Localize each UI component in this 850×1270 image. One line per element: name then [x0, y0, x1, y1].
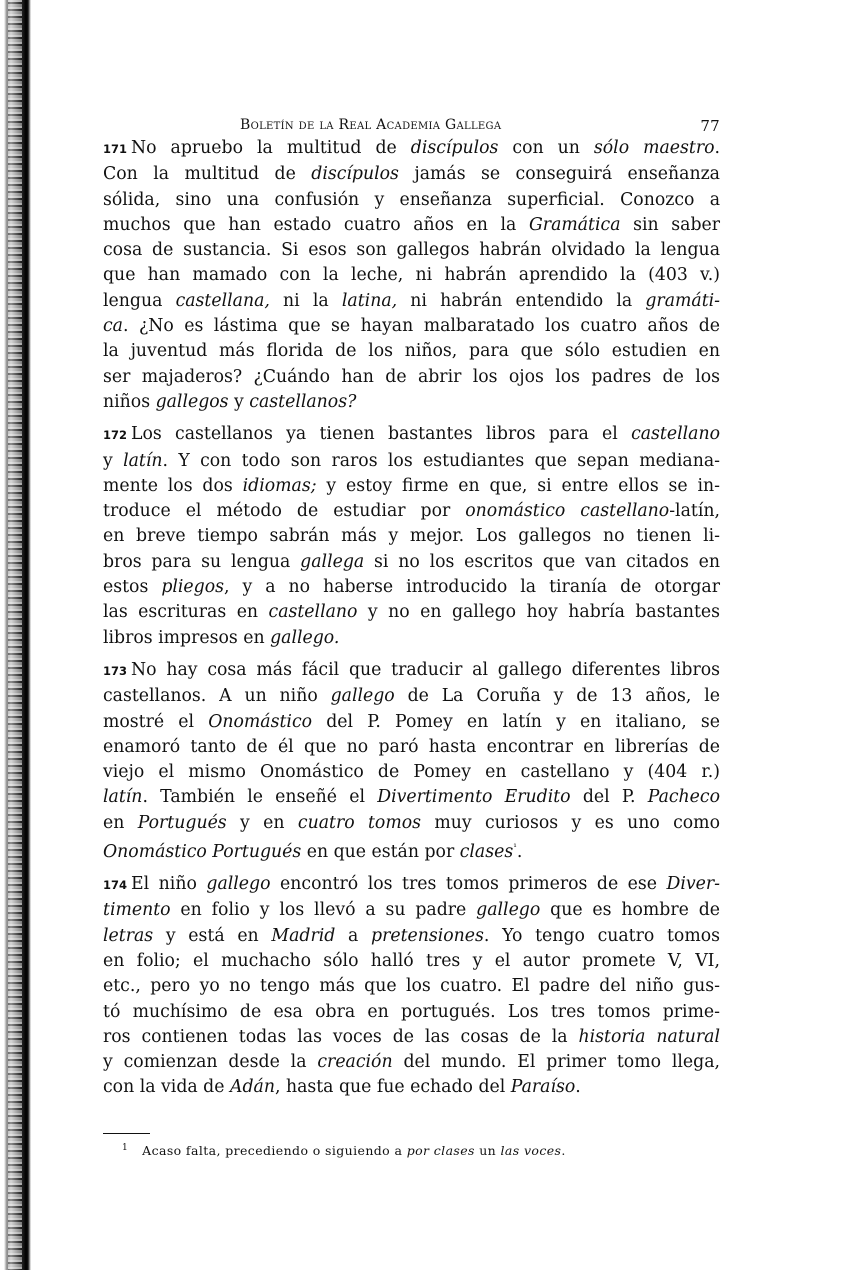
paragraph-173	[103, 658, 720, 865]
text-line: letras y está en Madrid a pretensiones. Yo tengo cuatro tomos	[103, 925, 720, 946]
text-line: en Portugués y en cuatro tomos muy curiosos y es uno como	[103, 812, 720, 833]
footnote	[122, 1143, 566, 1158]
text-line: bros para su lengua gallega si no los escritos que van citados en	[103, 551, 720, 572]
text-line: con la vida de Adán, hasta que fue echado del Paraíso.	[103, 1077, 581, 1098]
text-line: castellanos. A un niño gallego de La Coruña y de 13 años, le	[103, 686, 720, 707]
text-line: libros impresos en gallego.	[103, 627, 340, 648]
paragraph-number: 174	[103, 878, 128, 893]
text-line: tó muchísimo de esa obra en portugués. Los tres tomos prime-	[103, 1001, 720, 1022]
text-line: etc., pero yo no tengo más que los cuatro. El padre del niño gus-	[103, 976, 720, 997]
paragraph-number: 173	[103, 663, 128, 678]
text-line: muchos que han estado cuatro años en la Gramática sin saber	[103, 214, 721, 235]
paragraph-171	[103, 136, 720, 415]
text-line: Con la multitud de discípulos jamás se conseguirá enseñanza	[103, 164, 720, 185]
text-line: enamoró tanto de él que no paró hasta encontrar en librerías de	[103, 736, 720, 757]
text-line: y latín. Y con todo son raros los estudiantes que sepan mediana-	[103, 450, 720, 471]
paragraph-number: 171	[103, 142, 128, 156]
text-line: lengua castellana, ni la latina, ni habrán entendido la gramáti-	[103, 290, 721, 311]
text-line: latín. También le enseñé el Divertimento Erudito del P. Pacheco	[103, 787, 720, 808]
text-line: mostré el Onomástico del P. Pomey en latín y en italiano, se	[103, 711, 720, 732]
text-line: timento en folio y los llevó a su padre gallego que es hombre de	[103, 900, 720, 921]
text-line: y comienzan desde la creación del mundo. El primer tomo llega,	[103, 1052, 721, 1073]
page-number: 77	[700, 117, 720, 135]
paragraph-number: 172	[103, 428, 128, 443]
text-line: Onomástico Portugués en que están por clases$^{^1}$.	[103, 841, 523, 862]
running-title: Boletín de la Real Academia Gallega	[240, 117, 502, 133]
text-line: mente los dos idiomas; y estoy firme en que, si entre ellos se in-	[103, 475, 720, 496]
text-line: 172 Los castellanos ya tienen bastantes libros para el castellano	[103, 424, 720, 445]
text-line: la juventud más florida de los niños, para que sólo estudien en	[103, 341, 720, 362]
paragraph-174	[103, 872, 720, 1101]
text-line: viejo el mismo Onomástico de Pomey en castellano y (404 r.)	[103, 762, 720, 783]
text-line: ca. ¿No es lástima que se hayan malbaratado los cuatro años de	[103, 316, 720, 337]
footnote-rule	[103, 1133, 150, 1134]
footnote-text: Acaso falta, precediendo o siguiendo a por clases un las voces.	[142, 1143, 566, 1158]
text-line: ser majaderos? ¿Cuándo han de abrir los ojos los padres de los	[103, 366, 720, 387]
text-line: 171 No apruebo la multitud de discípulos con un sólo maestro.	[103, 138, 721, 158]
page-header	[240, 117, 720, 135]
main-text	[103, 136, 720, 1108]
text-line: en folio; el muchacho sólo halló tres y el autor promete V, VI,	[103, 950, 720, 971]
text-line: estos pliegos, y a no haberse introducido la tiranía de otorgar	[103, 577, 720, 598]
text-line: 174 El niño gallego encontró los tres tomos primeros de ese Diver-	[103, 874, 721, 895]
paragraph-172	[103, 422, 720, 651]
text-line: ros contienen todas las voces de las cosas de la historia natural	[103, 1026, 720, 1047]
text-line: que han mamado con la leche, ni habrán aprendido la (403 v.)	[103, 265, 720, 286]
text-line: las escrituras en castellano y no en gallego hoy habría bastantes	[103, 602, 720, 623]
book-spine-edge	[0, 0, 32, 1270]
text-line: en breve tiempo sabrán más y mejor. Los gallegos no tienen li-	[103, 526, 720, 547]
text-line: cosa de sustancia. Si esos son gallegos habrán olvidado la lengua	[103, 240, 720, 261]
text-line: niños gallegos y castellanos?	[103, 391, 357, 412]
text-line: 173 No hay cosa más fácil que traducir al gallego diferentes libros	[103, 659, 720, 680]
text-line: sólida, sino una confusión y enseñanza superficial. Conozco a	[103, 189, 720, 210]
footnote-mark: 1	[122, 1143, 129, 1153]
text-line: troduce el método de estudiar por onomástico castellano-latín,	[103, 501, 720, 522]
